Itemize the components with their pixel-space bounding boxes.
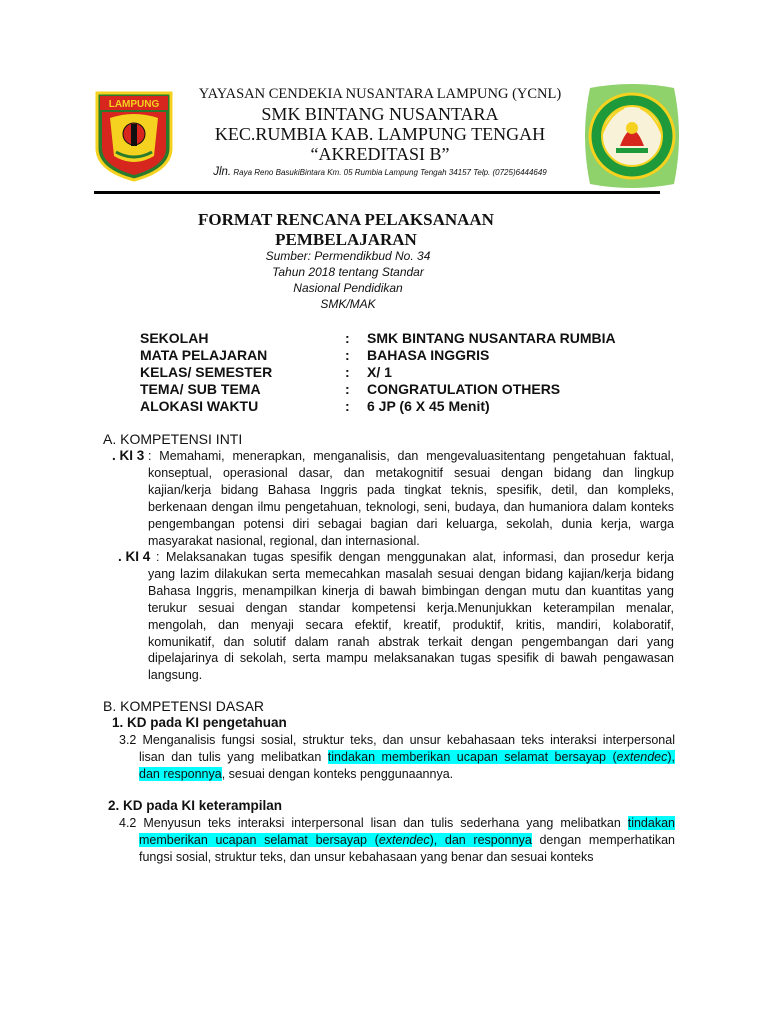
kd42-line2 [119,832,675,849]
address-text: Raya Reno BasukiBintara Km. 05 Rumbia Lampung Tengah 34157 Telp. (0725)6444649 [233,168,547,177]
ki3-line: masyarakat nasional, regional, dan internasional. [148,533,420,548]
kd32-text: , sesuai dengan konteks penggunaannya. [221,766,454,781]
identity-key: SEKOLAH [140,330,209,346]
kd42-highlight: tindakan [627,816,675,830]
ki4-label: . KI 4 [118,549,151,564]
identity-key: TEMA/ SUB TEMA [140,381,261,397]
kd42-italic: extendec [378,832,430,847]
kd42-line1 [119,815,675,832]
document-title-line1: FORMAT RENCANA PELAKSANAAN [198,210,494,229]
ki4-line: yang lazim dilakukan serta memecahkan masalah sesuai dengan bidang kajian/kerja bidang [148,566,674,581]
section-b-heading: B. KOMPETENSI DASAR [103,698,265,714]
kd32-highlight: dan responnya [139,766,222,781]
school-address [170,166,590,178]
kd42-text: 4.2 Menyusun teks interaksi interpersonal lisan dan tulis sederhana yang melibatkan [119,816,628,830]
identity-key: ALOKASI WAKTU [140,398,259,414]
kd42-text: dengan memperhatikan [531,832,676,847]
kd32-line1: 3.2 Menganalisis fungsi sosial, struktur teks, dan unsur kebahasaan teks interaksi interpersonal [119,733,675,747]
ki4-line: terukur sesuai dengan standar kompetensi kerja.Menunjukkan keterampilan menalar, [148,600,674,615]
header-divider [94,191,660,194]
foundation-name: YAYASAN CENDEKIA NUSANTARA LAMPUNG (YCNL) [198,86,562,102]
identity-value: 6 JP (6 X 45 Menit) [367,398,490,414]
school-name: SMK BINTANG NUSANTARA [261,104,499,124]
source-line: SMK/MAK [320,297,376,311]
identity-colon: : [345,381,350,397]
ki4-line: komunikatif, dan solutif dalam ranah abstrak terkait dengan pengembangan dari yang [148,634,674,649]
address-prefix: Jln. [213,166,232,178]
school-badge [580,84,684,188]
ki4-line: mengolah, dan menyaji secara efektif, kreatif, produktif, kritis, mandiri, kolaboratif, [148,617,674,632]
kd2-title: 2. KD pada KI keterampilan [108,798,283,813]
kd42-highlight: ), dan responnya [429,832,532,847]
district-name: KEC.RUMBIA KAB. LAMPUNG TENGAH [214,124,546,144]
kd32-highlight: tindakan memberikan ucapan selamat bersayap ( [327,749,617,764]
ki4-line: dipelajarinya di sekolah, serta mampu melaksanakan tugas spesifik di bawah pengawasan [148,651,674,666]
ki4-line: : Melaksanakan tugas spesifik dengan menggunakan alat, informasi, dan prosedur kerja [156,550,674,564]
ki3-line: pengembangan potensi diri sebagai bagian dari keluarga, sekolah, dunia kerja, warga [148,516,674,531]
ki3-line: : Memahami, menerapkan, menganalisis, dan mengevaluasitentang pengetahuan faktual, [148,449,674,463]
ki3-line: konseptual, operasional dasar, dan metakognitif sesuai dengan bidang dan lingkup [148,465,674,480]
identity-value: SMK BINTANG NUSANTARA RUMBIA [367,330,616,346]
kd32-text: lisan dan tulis yang melibatkan [139,749,328,764]
ki3-text [148,448,674,549]
kd42-highlight: memberikan ucapan selamat bersayap ( [139,832,379,847]
kd32-line2 [119,749,675,766]
identity-colon: : [345,398,350,414]
document-title-line2: PEMBELAJARAN [275,230,417,249]
identity-value: BAHASA INGGRIS [367,347,490,363]
ki3-line: berkenaan dengan ilmu pengetahuan, teknologi, seni, budaya, dan humaniora dalam konteks [148,499,674,514]
identity-colon: : [345,364,350,380]
lampung-logo [94,90,174,182]
kd32-line3 [119,766,675,783]
identity-key: KELAS/ SEMESTER [140,364,273,380]
section-a-heading: A. KOMPETENSI INTI [103,431,243,447]
kd32-highlight: ), [667,749,676,764]
lampung-logo-text: LAMPUNG [108,99,160,110]
kd1-title: 1. KD pada KI pengetahuan [112,715,287,730]
ki4-text [148,549,674,684]
identity-key: MATA PELAJARAN [140,347,268,363]
source-line: Nasional Pendidikan [293,281,403,295]
kd32-italic: extendec [616,749,668,764]
ki4-line: langsung. [148,668,203,683]
ki3-label: . KI 3 [112,448,145,463]
source-line: Sumber: Permendikbud No. 34 [265,249,431,263]
identity-colon: : [345,330,350,346]
source-line: Tahun 2018 tentang Standar [272,265,424,279]
identity-colon: : [345,347,350,363]
kd-3-2 [119,732,675,783]
ki3-line: kajian/kerja bidang Bahasa Inggris pada tingkat teknis, spesifik, detil, dan kompleks, [148,482,674,497]
accreditation: “AKREDITASI B” [310,144,450,164]
identity-value: X/ 1 [367,364,392,380]
kd-4-2 [119,815,675,866]
kd42-line3: fungsi sosial, struktur teks, dan unsur kebahasaan yang benar dan sesuai konteks [139,849,594,864]
identity-value: CONGRATULATION OTHERS [367,381,561,397]
ki4-line: Bahasa Inggris, menampilkan kinerja di bawah bimbingan dengan mutu dan kuantitas yang [148,583,674,598]
